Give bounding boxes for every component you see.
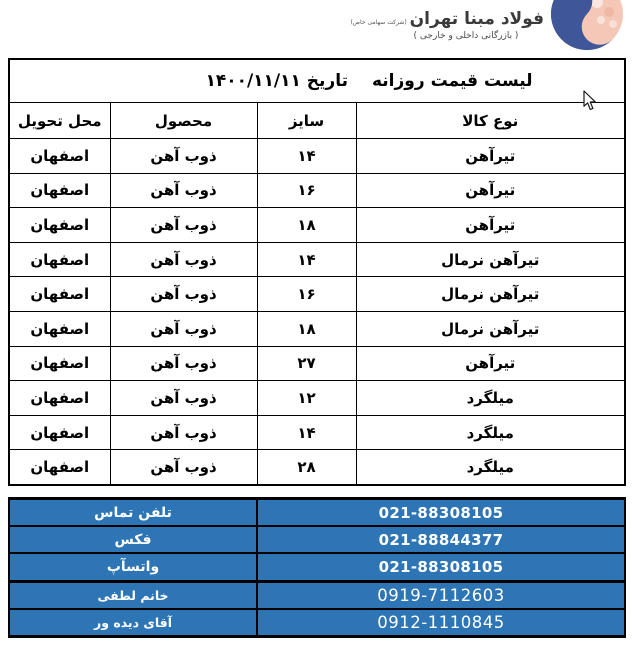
cell-mill: ذوب آهن: [110, 208, 257, 243]
list-title: لیست قیمت روزانه: [371, 71, 533, 91]
contact-label: آقای دیده ور: [9, 609, 257, 637]
cell-size: ۱۲: [257, 381, 356, 416]
table-title-row: [9, 59, 625, 103]
table-row: [9, 346, 625, 381]
cell-mill: ذوب آهن: [110, 311, 257, 346]
contact-value: 021-88308105: [257, 499, 625, 527]
header-mill: محصول: [110, 103, 257, 139]
contact-value: 0912-1110845: [257, 609, 625, 637]
contact-row: [9, 609, 625, 637]
cell-delivery: اصفهان: [9, 311, 110, 346]
company-header: [0, 0, 632, 56]
cell-product-type: تیرآهن: [356, 173, 625, 208]
cell-size: ۲۷: [257, 346, 356, 381]
cell-mill: ذوب آهن: [110, 242, 257, 277]
cell-delivery: اصفهان: [9, 139, 110, 174]
cell-product-type: تیرآهن: [356, 139, 625, 174]
cell-size: ۱۸: [257, 208, 356, 243]
cell-product-type: تیرآهن نرمال: [356, 242, 625, 277]
cell-product-type: میلگرد: [356, 450, 625, 485]
cell-size: ۱۴: [257, 242, 356, 277]
cell-delivery: اصفهان: [9, 277, 110, 312]
cell-delivery: اصفهان: [9, 381, 110, 416]
cell-mill: ذوب آهن: [110, 346, 257, 381]
cell-product-type: تیرآهن نرمال: [356, 277, 625, 312]
contacts-table: [8, 497, 626, 638]
company-note: (شرکت سهامی خاص): [350, 19, 407, 26]
contact-row: [9, 553, 625, 581]
cell-mill: ذوب آهن: [110, 173, 257, 208]
cell-delivery: اصفهان: [9, 450, 110, 485]
cell-product-type: تیرآهن نرمال: [356, 311, 625, 346]
cell-delivery: اصفهان: [9, 173, 110, 208]
table-row: [9, 450, 625, 485]
price-table: [8, 58, 626, 486]
header-delivery: محل تحویل: [9, 103, 110, 139]
contact-row: [9, 499, 625, 527]
table-title-cell: [9, 59, 625, 103]
table-row: [9, 415, 625, 450]
cell-mill: ذوب آهن: [110, 415, 257, 450]
contact-row: [9, 581, 625, 609]
cell-size: ۱۶: [257, 277, 356, 312]
contact-label: خانم لطفی: [9, 581, 257, 609]
contact-value: 0919-7112603: [257, 581, 625, 609]
cell-product-type: میلگرد: [356, 415, 625, 450]
company-name: فولاد مبنا تهران: [409, 9, 544, 29]
contact-value: 021-88308105: [257, 553, 625, 581]
cell-product-type: تیرآهن: [356, 208, 625, 243]
cell-size: ۱۶: [257, 173, 356, 208]
company-logo-icon: [551, 0, 623, 50]
company-text-block: [350, 9, 544, 41]
table-row: [9, 311, 625, 346]
cell-delivery: اصفهان: [9, 242, 110, 277]
cell-product-type: تیرآهن: [356, 346, 625, 381]
contact-value: 021-88844377: [257, 526, 625, 553]
header-product-type: نوع کالا: [356, 103, 625, 139]
table-row: [9, 277, 625, 312]
cell-mill: ذوب آهن: [110, 277, 257, 312]
contact-row: [9, 526, 625, 553]
contact-label: تلفن تماس: [9, 499, 257, 527]
cell-delivery: اصفهان: [9, 208, 110, 243]
table-row: [9, 139, 625, 174]
header-size: سایز: [257, 103, 356, 139]
cell-delivery: اصفهان: [9, 346, 110, 381]
cell-size: ۱۸: [257, 311, 356, 346]
list-date: تاریخ ۱۴۰۰/۱۱/۱۱: [205, 71, 348, 91]
cell-delivery: اصفهان: [9, 415, 110, 450]
table-header-row: [9, 103, 625, 139]
cell-mill: ذوب آهن: [110, 381, 257, 416]
contact-label: فکس: [9, 526, 257, 553]
company-tagline: ( بازرگانی داخلی و خارجی ): [413, 31, 519, 41]
cell-size: ۱۴: [257, 139, 356, 174]
cell-size: ۲۸: [257, 450, 356, 485]
table-row: [9, 208, 625, 243]
cell-mill: ذوب آهن: [110, 139, 257, 174]
table-row: [9, 381, 625, 416]
cell-size: ۱۴: [257, 415, 356, 450]
cell-mill: ذوب آهن: [110, 450, 257, 485]
table-row: [9, 173, 625, 208]
cell-product-type: میلگرد: [356, 381, 625, 416]
table-row: [9, 242, 625, 277]
contact-label: واتسآپ: [9, 553, 257, 581]
